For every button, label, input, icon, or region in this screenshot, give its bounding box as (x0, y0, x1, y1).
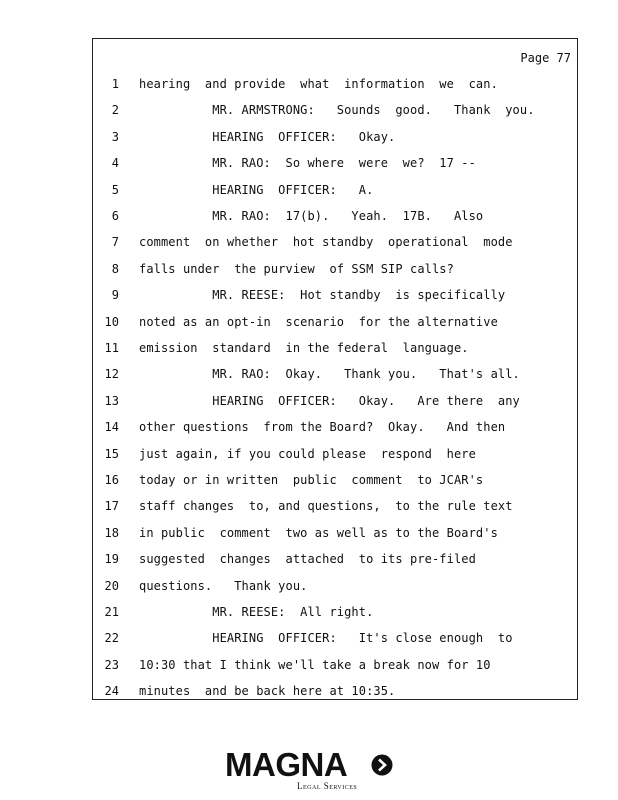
line-text: minutes and be back here at 10:35. (139, 684, 396, 699)
transcript-line (93, 628, 577, 648)
line-number: 9 (111, 288, 119, 303)
magna-logo (225, 748, 400, 794)
transcript-line (93, 364, 577, 384)
logo-subtext: Legal Services (297, 781, 358, 791)
line-text: emission standard in the federal language. (139, 341, 469, 355)
line-number: 6 (111, 209, 119, 223)
line-number: 5 (111, 182, 119, 197)
line-number: 18 (104, 525, 119, 540)
transcript-line (93, 180, 577, 200)
transcript-line (93, 681, 577, 701)
line-number: 10 (104, 314, 119, 329)
chevron-right-circle-icon (371, 754, 393, 776)
line-text: MR. RAO: 17(b). Yeah. 17B. Also (139, 209, 484, 223)
line-number: 7 (111, 235, 119, 250)
line-text: in public comment two as well as to the Board's (139, 525, 498, 540)
line-number: 8 (111, 261, 119, 276)
transcript-line (93, 74, 577, 94)
line-text: MR. REESE: All right. (139, 605, 374, 619)
transcript-line (93, 232, 577, 252)
transcript-line (93, 312, 577, 332)
line-number: 12 (104, 367, 119, 382)
line-text: questions. Thank you. (139, 578, 308, 593)
transcript-line (93, 153, 577, 173)
line-text: HEARING OFFICER: A. (139, 182, 374, 197)
transcript-line (93, 549, 577, 569)
line-number: 22 (104, 631, 119, 646)
transcript-line (93, 655, 577, 675)
line-number: 20 (104, 578, 119, 593)
line-text: suggested changes attached to its pre-filed (139, 552, 476, 567)
line-text: HEARING OFFICER: Okay. Are there any (139, 393, 520, 408)
transcript-line (93, 444, 577, 464)
line-number: 15 (104, 446, 119, 461)
transcript-line (93, 285, 577, 305)
line-number: 24 (104, 684, 119, 699)
transcript-line (93, 127, 577, 147)
line-text: comment on whether hot standby operational mode (139, 235, 513, 250)
transcript-line (93, 259, 577, 279)
line-text: MR. REESE: Hot standby is specifically (139, 288, 506, 303)
transcript-line (93, 576, 577, 596)
transcript-line (93, 391, 577, 411)
logo-wordmark: MAGNA (225, 746, 348, 783)
transcript-line (93, 470, 577, 490)
line-text: noted as an opt-in scenario for the alternative (139, 314, 498, 329)
line-number: 2 (111, 103, 119, 118)
line-number: 16 (104, 473, 119, 487)
line-text: MR. RAO: Okay. Thank you. That's all. (139, 367, 520, 382)
transcript-page (92, 38, 578, 700)
line-number: 23 (104, 657, 119, 672)
line-text: just again, if you could please respond here (139, 446, 476, 461)
line-number: 14 (104, 420, 119, 435)
transcript-line (93, 417, 577, 437)
line-text: MR. ARMSTRONG: Sounds good. Thank you. (139, 103, 535, 118)
line-text: HEARING OFFICER: It's close enough to (139, 631, 513, 646)
line-number: 21 (104, 605, 119, 619)
line-number: 11 (104, 341, 119, 355)
line-text: hearing and provide what information we can. (139, 77, 498, 91)
transcript-line (93, 496, 577, 516)
line-text: today or in written public comment to JCAR's (139, 473, 484, 487)
line-number: 13 (104, 393, 119, 408)
line-text: MR. RAO: So where were we? 17 -- (139, 156, 476, 171)
line-text: staff changes to, and questions, to the rule text (139, 499, 513, 514)
line-text: falls under the purview of SSM SIP calls? (139, 261, 454, 276)
transcript-line (93, 338, 577, 358)
line-text: 10:30 that I think we'll take a break now for 10 (139, 657, 491, 672)
transcript-line (93, 100, 577, 120)
line-number: 1 (111, 77, 119, 91)
line-number: 17 (104, 499, 119, 514)
transcript-line (93, 602, 577, 622)
transcript-line (93, 206, 577, 226)
transcript-line (93, 523, 577, 543)
line-number: 3 (111, 129, 119, 144)
line-text: other questions from the Board? Okay. And then (139, 420, 506, 435)
line-number: 4 (111, 156, 119, 171)
line-text: HEARING OFFICER: Okay. (139, 129, 396, 144)
line-number: 19 (104, 552, 119, 567)
page-number: Page 77 (520, 51, 571, 65)
